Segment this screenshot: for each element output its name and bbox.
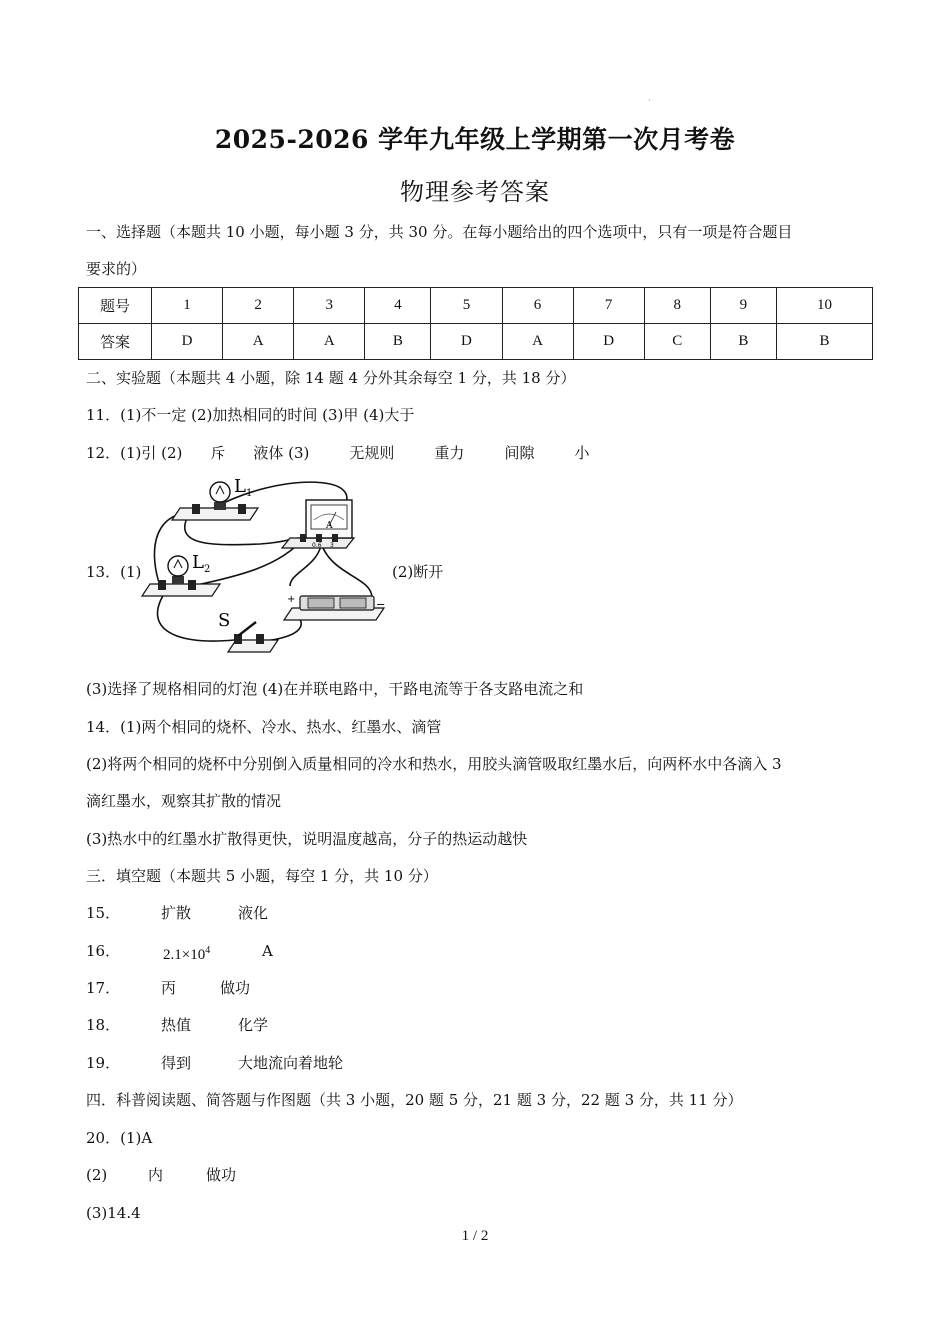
q16-exponent: 4 [205,945,211,956]
q13-part3: (3)选择了规格相同的灯泡 (4)在并联电路中，干路电流等于各支路电流之和 [86,680,584,698]
table-row [79,288,873,324]
ammeter-terminal-06: 0.6 [312,542,322,549]
switch [218,610,278,652]
q17-answer [86,978,251,998]
page-subtitle: 物理参考答案 [400,178,550,206]
q11-answer: 11．(1)不一定 (2)加热相同的时间 (3)甲 (4)大于 [86,406,415,424]
section2-heading: 二、实验题（本题共 4 小题，除 14 题 4 分外其余每空 1 分，共 18 分） [86,369,576,387]
page-title: 2025-2026 学年九年级上学期第一次月考卷 [214,125,736,154]
table-cell: D [152,324,223,360]
section1-heading: 一、选择题（本题共 10 小题，每小题 3 分，共 30 分。在每小题给出的四个选项中，只有一项是符合题目 [86,223,793,241]
q12-blank: 斥 [210,444,226,462]
q12-blank: 重力 [434,444,465,462]
q20-blank: 内 [148,1166,164,1184]
table-cell: A [294,324,365,360]
q19-blank: 大地流向着地轮 [238,1054,344,1072]
q17-blank: 做功 [220,979,251,997]
table-header-cell: 题号 [79,288,152,324]
stray-dot: · [648,96,651,105]
question-number: 15． [86,904,121,922]
q14-part3: (3)热水中的红墨水扩散得更快，说明温度越高，分子的热运动越快 [86,830,528,848]
q16-base: 2.1×10 [163,947,206,963]
lamp2-label: $L_2$ [192,552,211,575]
section1-heading-cont: 要求的） [86,260,147,278]
question-number: 18． [86,1016,121,1034]
q12-answer [86,443,589,463]
q20-part2 [86,1165,237,1185]
table-cell: 2 [223,288,294,324]
switch-label: S [218,610,231,631]
q12-blank: 间隙 [504,444,535,462]
table-cell: A [223,324,294,360]
ammeter-terminal-3: 3 [330,542,334,549]
q15-blank: 扩散 [161,904,192,922]
q20-blank: 做功 [206,1166,237,1184]
table-cell: D [431,324,502,360]
q20-part2-label: (2) [86,1166,108,1184]
table-cell: D [573,324,644,360]
q19-answer [86,1053,344,1073]
q14-part2: (2)将两个相同的烧杯中分别倒入质量相同的冷水和热水，用胶头滴管吸取红墨水后，向两杯水中各滴入 3 [86,755,782,773]
q14-part1: 14．(1)两个相同的烧杯、冷水、热水、红墨水、滴管 [86,718,442,736]
q15-answer [86,903,269,923]
q19-blank: 得到 [161,1054,192,1072]
battery-plus: + [287,594,296,605]
table-cell: B [365,324,431,360]
lamp1-label: $L_1$ [234,476,253,499]
question-number: 19． [86,1054,121,1072]
table-row [79,324,873,360]
table-cell: 8 [644,288,710,324]
table-cell: 9 [710,288,776,324]
lamp-l1 [172,476,258,520]
q20-part1: 20．(1)A [86,1129,153,1147]
table-cell: 3 [294,288,365,324]
ammeter [282,500,354,549]
q14-part2-cont: 滴红墨水，观察其扩散的情况 [86,792,282,810]
table-cell: C [644,324,710,360]
table-cell: B [776,324,872,360]
q17-blank: 丙 [161,979,177,997]
table-cell: 6 [502,288,573,324]
q18-blank: 热值 [161,1016,192,1034]
section3-heading: 三．填空题（本题共 5 小题，每空 1 分，共 10 分） [86,867,438,885]
table-cell: A [502,324,573,360]
q18-blank: 化学 [238,1016,269,1034]
answer-table [78,287,873,360]
page-number: 1 / 2 [461,1228,489,1244]
question-number: 17． [86,979,121,997]
table-cell: 10 [776,288,872,324]
q12-blank: 无规则 [349,444,395,462]
question-number: 16． [86,942,121,960]
battery-pack [284,594,385,620]
q12-blank: 液体 (3) [253,444,310,462]
q16-blank [163,941,210,965]
q12-blank: 小 [574,444,590,462]
table-cell: B [710,324,776,360]
battery-minus: − [376,598,386,611]
q16-blank: A [262,942,273,960]
q13-part2: (2)断开 [392,563,444,581]
table-cell: 1 [152,288,223,324]
table-cell: 5 [431,288,502,324]
circuit-diagram [140,476,390,662]
q13-prefix: 13．(1) [86,563,142,581]
q20-part3: (3)14.4 [86,1204,141,1222]
q18-answer [86,1015,269,1035]
table-cell: 4 [365,288,431,324]
q12-prefix: 12．(1)引 (2) [86,444,183,462]
section4-heading: 四．科普阅读题、简答题与作图题（共 3 小题，20 题 5 分，21 题 3 分，22 题 3 分，共 11 分） [86,1091,743,1109]
q15-blank: 液化 [238,904,269,922]
table-cell: 7 [573,288,644,324]
ammeter-label: A [326,521,333,531]
table-header-cell: 答案 [79,324,152,360]
